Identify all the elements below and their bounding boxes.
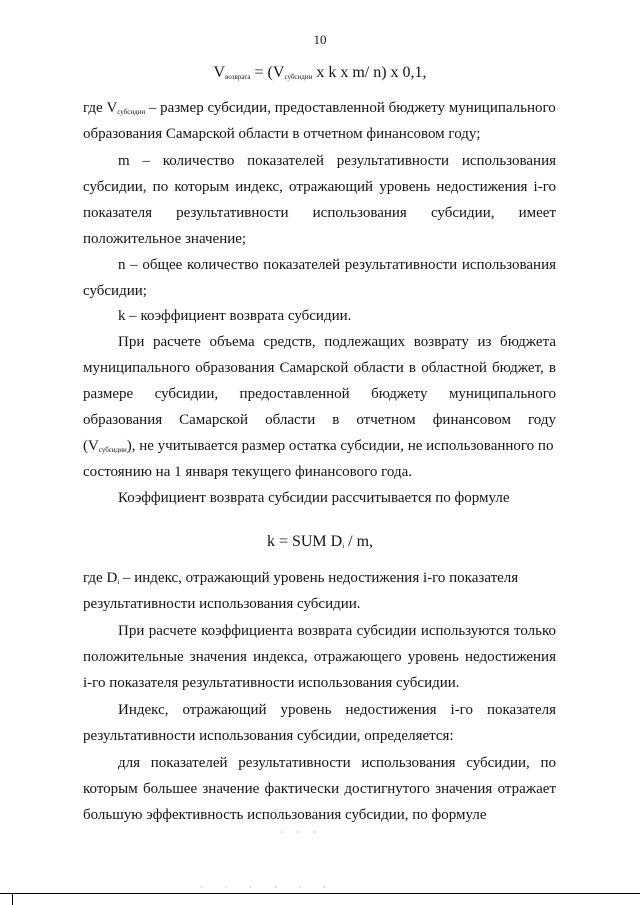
def-m-line2: субсидии, по которым индекс, отражающий уровень недостижения i-го <box>83 179 556 195</box>
para-calc-line5 <box>83 437 553 459</box>
para-calc-l5-prefix: (V <box>83 438 99 454</box>
def-k: k – коэффициент возврата субсидии. <box>118 308 352 324</box>
formula-rest: x k x m/ n) x 0,1, <box>312 64 427 81</box>
formula-subsidy-sub: субсидии <box>284 73 313 81</box>
para-calc-line1: При расчете объема средств, подлежащих возврату из бюджета <box>118 334 556 350</box>
para-coef: Коэффициент возврата субсидии рассчитывается по формуле <box>118 490 510 506</box>
def-d-line1 <box>83 569 556 591</box>
para-index-line1: Индекс, отражающий уровень недостижения i-го показателя <box>118 702 556 718</box>
def-d-line2: результативности использования субсидии. <box>83 596 361 612</box>
def-n-line2: субсидии; <box>83 283 147 299</box>
def-m-line4: положительное значение; <box>83 231 247 247</box>
para-pos-line1: При расчете коэффициента возврата субсидии используются только <box>118 623 556 639</box>
scan-specks-bottom: · · · · · · <box>200 883 336 892</box>
def-d-sub: i <box>117 578 120 586</box>
formula-k <box>0 533 640 551</box>
def-n-line1: n – общее количество показателей результативности использования <box>118 257 556 273</box>
formula-eq-open: = (V <box>250 64 285 81</box>
scan-border-line <box>0 893 640 894</box>
para-calc-line3: размере субсидии, предоставленной бюджету муниципального <box>83 386 556 402</box>
def-v-prefix: где V <box>83 100 118 116</box>
para-pos-line2: положительные значения индекса, отражающего уровень недостижения <box>83 649 556 665</box>
def-v-line1 <box>83 99 556 121</box>
para-index-line2: результативности использования субсидии, определяется: <box>83 728 454 744</box>
para-calc-line2: муниципального образования Самарской области в областной бюджет, в <box>83 360 556 376</box>
formula-lhs-sub: возврата <box>225 73 251 81</box>
def-v-text: – размер субсидии, предоставленной бюджету муниципального <box>145 100 556 116</box>
scan-border-left <box>12 893 13 905</box>
para-calc-l5-text: ), не учитывается размер остатка субсидии, не использованного по <box>126 438 554 454</box>
formula-lhs: V <box>213 64 226 81</box>
def-m-line1: m – количество показателей результативности использования <box>118 153 556 169</box>
para-calc-line6: состоянию на 1 января текущего финансового года. <box>83 464 413 480</box>
def-m-line3: показателя результативности использования субсидии, имеет <box>83 205 556 221</box>
formula-k-sub: i <box>342 542 345 550</box>
para-calc-line4: образования Самарской области в отчетном финансовом году <box>83 412 556 428</box>
formula-return-amount <box>0 64 640 82</box>
def-d-text: – индекс, отражающий уровень недостижения i-го показателя <box>119 570 519 586</box>
formula-k-pre: k = SUM D <box>266 533 343 550</box>
para-for-line3: большую эффективность использования субсидии, по формуле <box>83 807 487 823</box>
def-v-sub: субсидии <box>117 108 146 116</box>
para-for-line2: которым большее значение фактически достигнутого значения отражает <box>83 781 556 797</box>
def-d-prefix: где D <box>83 570 118 586</box>
scan-specks: · · · <box>280 828 322 837</box>
para-for-line1: для показателей результативности использования субсидии, по <box>118 755 556 771</box>
page-number: 10 <box>313 32 327 47</box>
para-calc-l5-sub: субсидии <box>98 446 127 454</box>
formula-k-post: / m, <box>344 533 374 550</box>
para-pos-line3: i-го показателя результативности использования субсидии. <box>83 675 460 691</box>
def-v-line2: образования Самарской области в отчетном финансовом году; <box>83 126 481 142</box>
